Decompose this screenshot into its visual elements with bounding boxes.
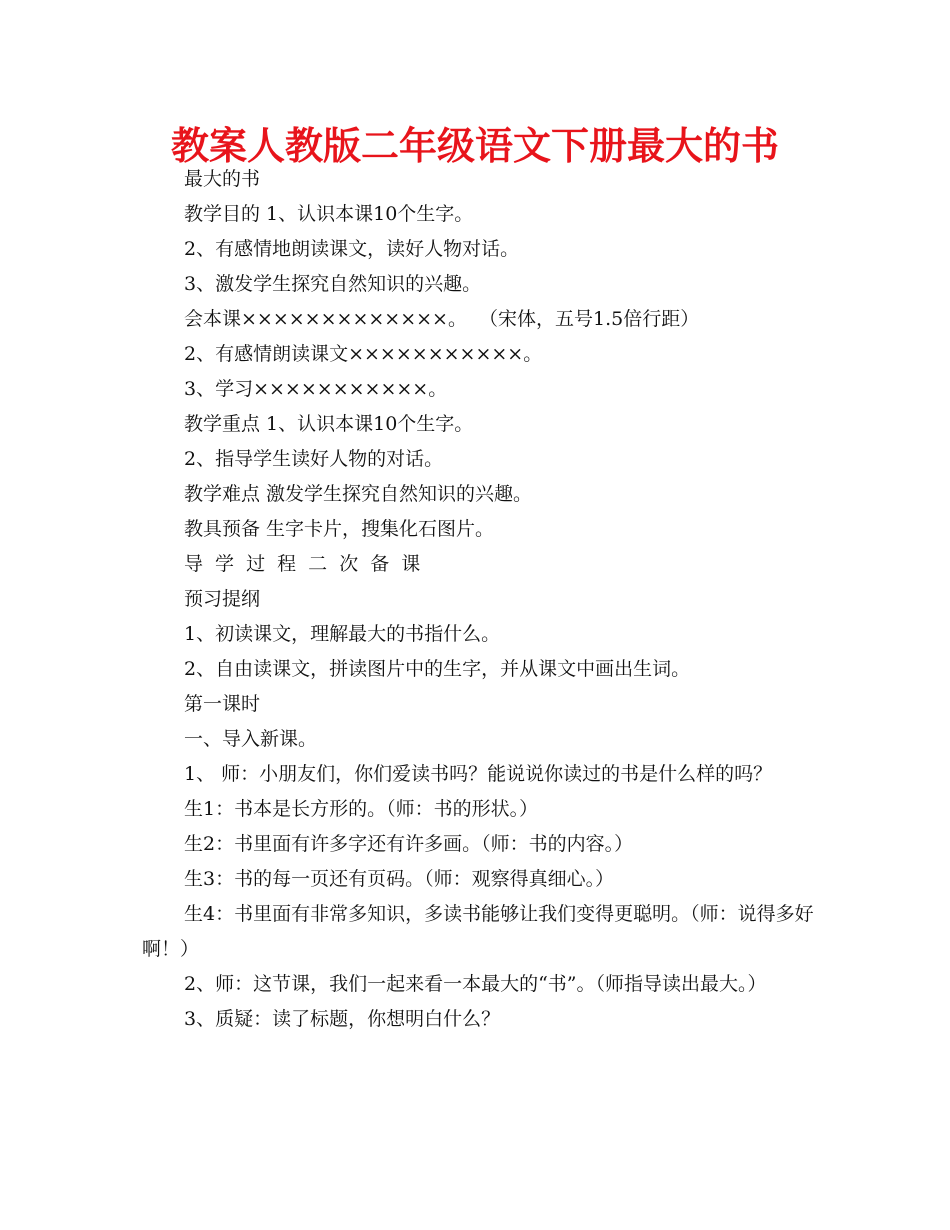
text-line: 2、有感情朗读课文×××××××××××。 — [184, 343, 543, 365]
text-line: 教学重点 1、认识本课10个生字。 — [184, 413, 474, 435]
text-line: 生1：书本是长方形的。（师：书的形状。） — [184, 798, 539, 820]
text-line: 1、初读课文，理解最大的书指什么。 — [184, 623, 501, 645]
text-paragraph: 1、 师：小朋友们，你们爱读书吗？能说说你读过的书是什么样的吗？ — [184, 763, 773, 785]
text-line: 会本课×××××××××××××。 （宋体，五号1.5倍行距） — [184, 308, 700, 330]
text-line: 一、导入新课。 — [184, 728, 318, 750]
text-paragraph: 2、师：这节课，我们一起来看一本最大的“书”。（师指导读出最大。） — [184, 973, 767, 995]
text-line: 最大的书 — [184, 168, 261, 190]
document-body — [142, 162, 822, 1037]
text-line: 教具预备 生字卡片，搜集化石图片。 — [184, 518, 495, 540]
text-paragraph: 生4：书里面有非常多知识，多读书能够让我们变得更聪明。（师：说得多好啊！） — [142, 903, 814, 960]
text-line: 导 学 过 程 二 次 备 课 — [184, 553, 421, 575]
text-line: 预习提纲 — [184, 588, 261, 610]
text-line: 2、指导学生读好人物的对话。 — [184, 448, 444, 470]
text-line: 3、学习×××××××××××。 — [184, 378, 448, 400]
text-line: 教学难点 激发学生探究自然知识的兴趣。 — [184, 483, 533, 505]
text-line: 生3：书的每一页还有页码。（师：观察得真细心。） — [184, 868, 615, 890]
text-line: 2、有感情地朗读课文，读好人物对话。 — [184, 238, 520, 260]
text-line: 2、自由读课文，拼读图片中的生字，并从课文中画出生词。 — [184, 658, 691, 680]
document-title: 教案人教版二年级语文下册最大的书 — [170, 124, 779, 168]
text-line: 教学目的 1、认识本课10个生字。 — [184, 203, 474, 225]
text-line: 第一课时 — [184, 693, 261, 715]
text-line: 生2：书里面有许多字还有许多画。（师：书的内容。） — [184, 833, 634, 855]
text-line: 3、激发学生探究自然知识的兴趣。 — [184, 273, 482, 295]
text-line: 3、质疑：读了标题，你想明白什么？ — [184, 1008, 501, 1030]
